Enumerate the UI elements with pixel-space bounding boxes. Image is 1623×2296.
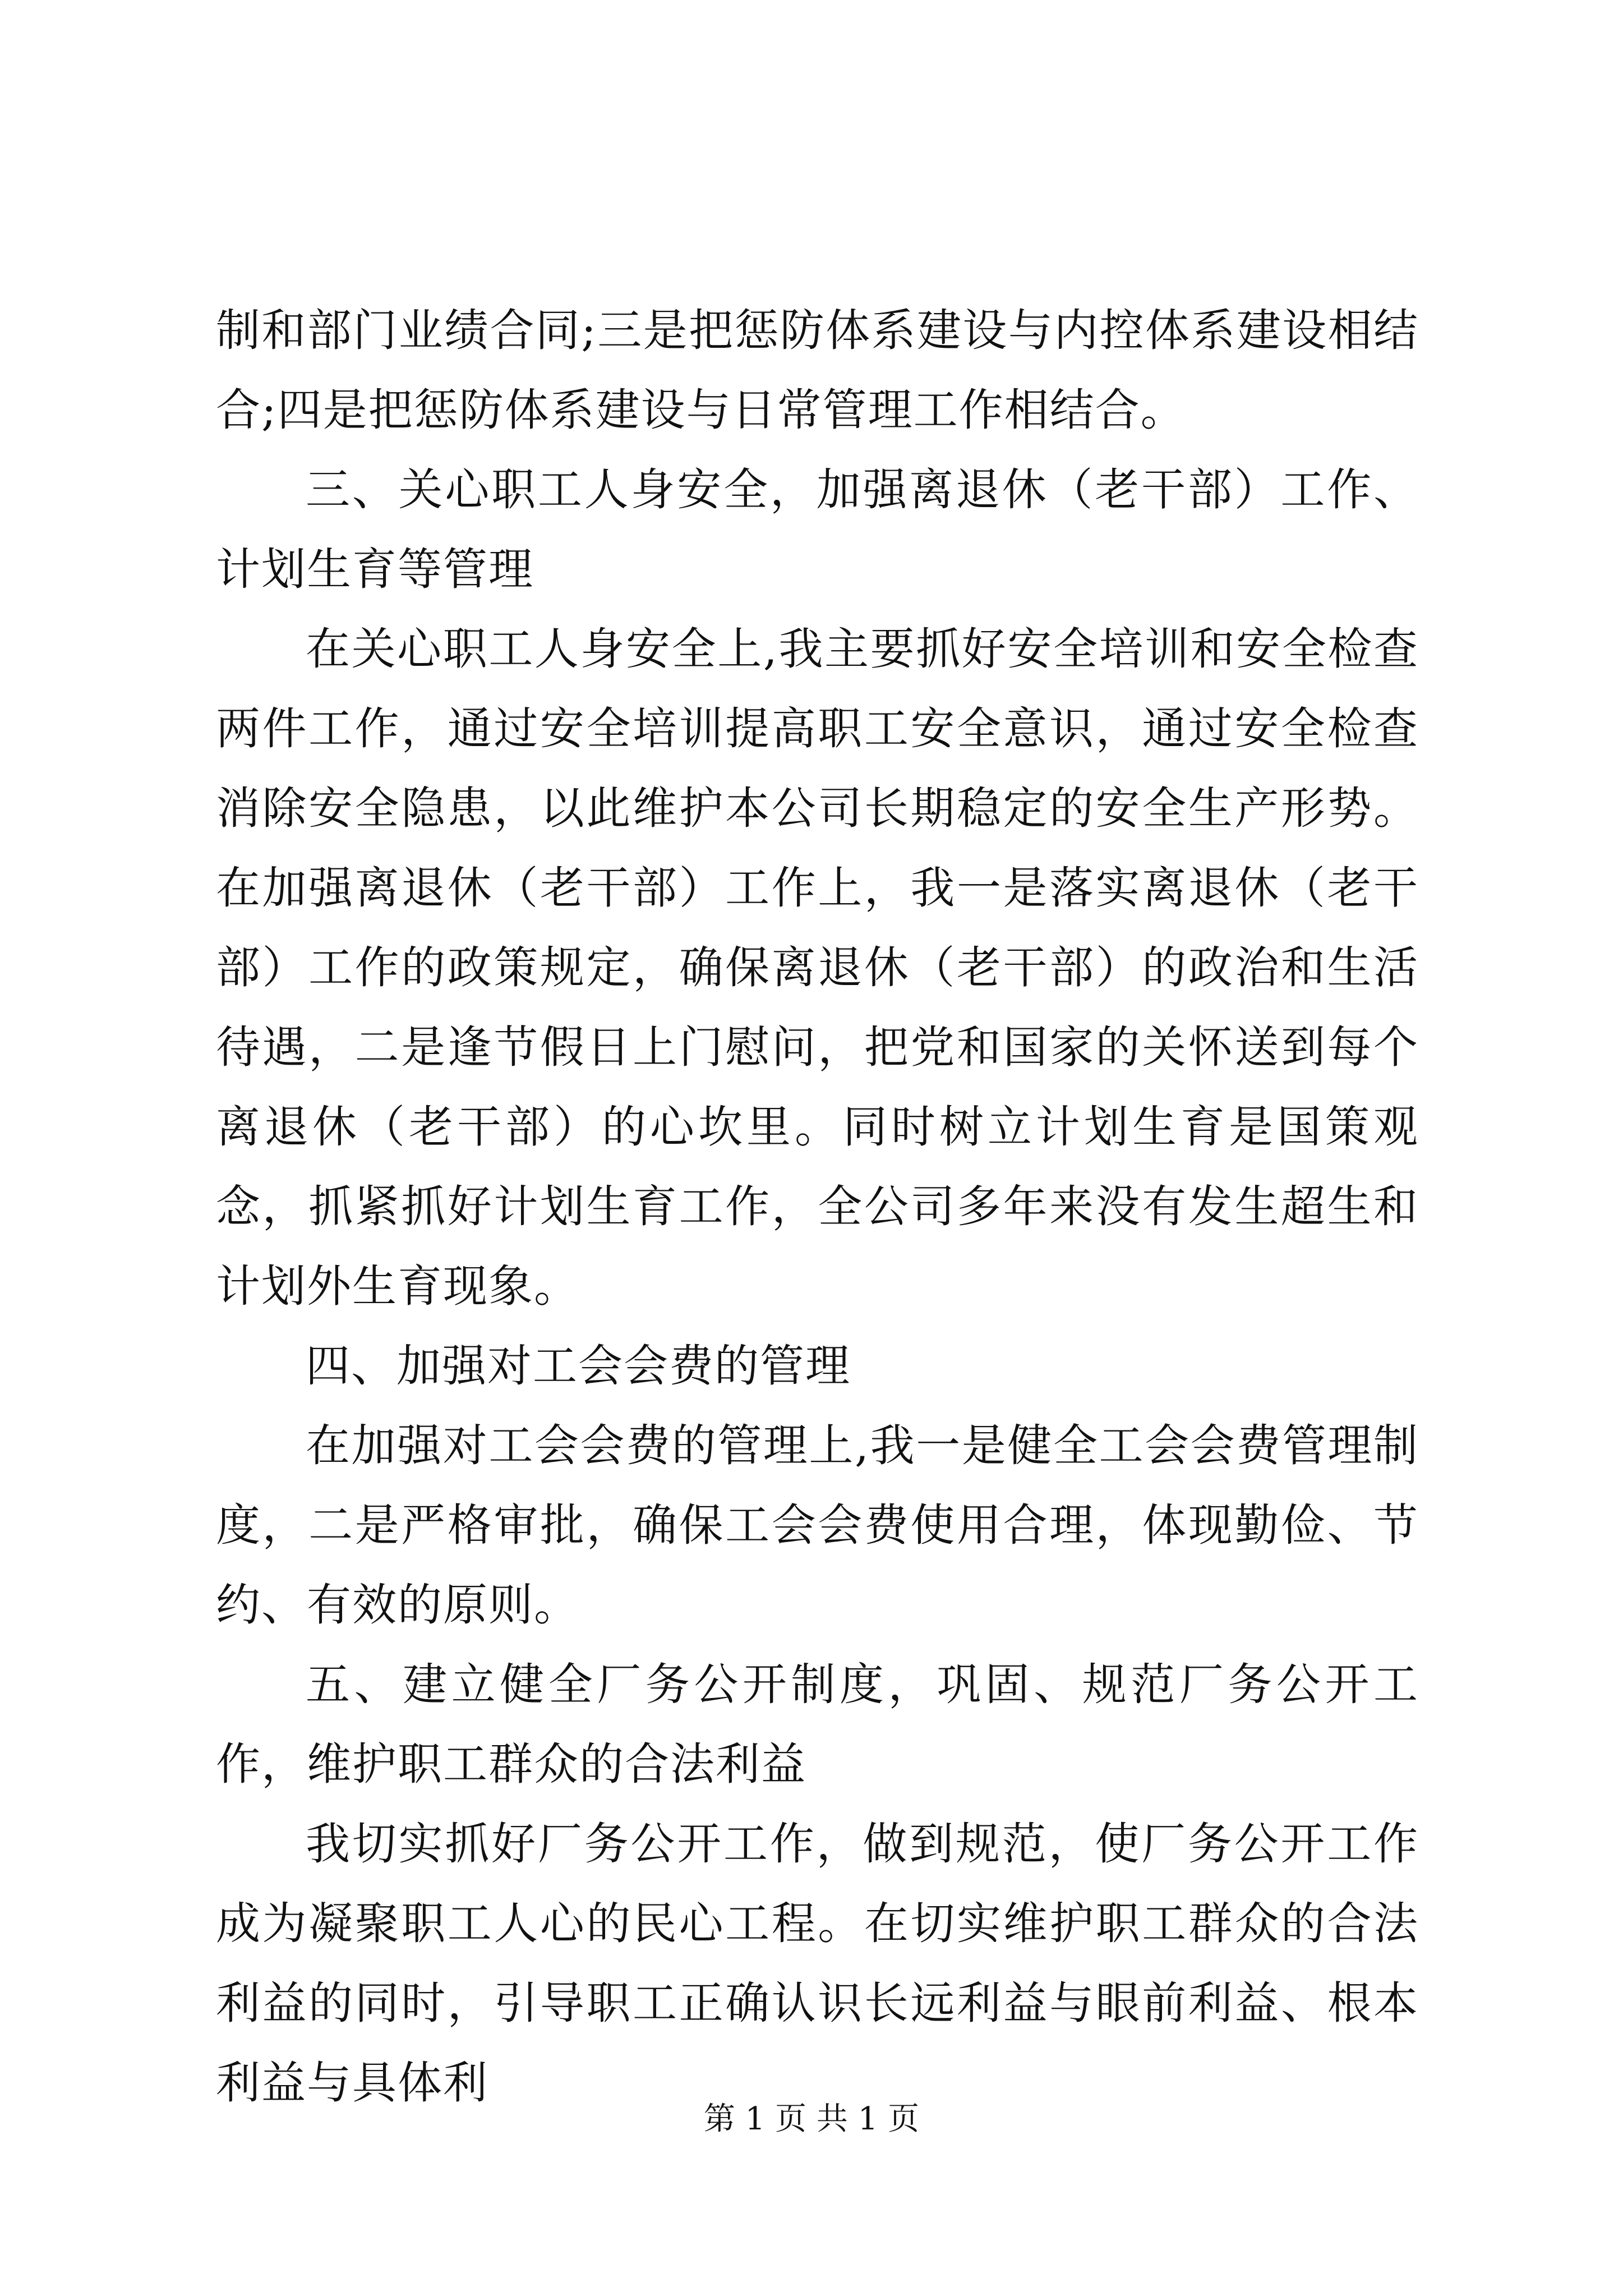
paragraph-continuation: 制和部门业绩合同;三是把惩防体系建设与内控体系建设相结合;四是把惩防体系建设与日常管理工作相结合。 <box>216 305 1419 436</box>
paragraph-union-fees: 在加强对工会会费的管理上,我一是健全工会会费管理制度，二是严格审批，确保工会会费使用合理，体现勤俭、节约、有效的原则。 <box>216 1420 1419 1631</box>
paragraph-factory-affairs: 我切实抓好厂务公开工作，做到规范，使厂务公开工作成为凝聚职工人心的民心工程。在切实维护职工群众的合法利益的同时，引导职工正确认识长远利益与眼前利益、根本利益与具体利 <box>216 1818 1419 2109</box>
page-footer: 第 1 页 共 1 页 <box>703 2101 920 2137</box>
section-heading-4: 四、加强对工会会费的管理 <box>306 1340 851 1392</box>
document-body <box>216 291 1419 2123</box>
paragraph-safety: 在关心职工人身安全上,我主要抓好安全培训和安全检查两件工作，通过安全培训提高职工安全意识，通过安全检查消除安全隐患，以此维护本公司长期稳定的安全生产形势。在加强离退休（老干部）工作上，我一是落实离退休（老干部）工作的政策规定，确保离退休（老干部）的政治和生活待遇，二是逢节假日上门慰问，把党和国家的关怀送到每个离退休（老干部）的心坎里。同时树立计划生育是国策观念，抓紧抓好计划生育工作，全公司多年来没有发生超生和计划外生育现象。 <box>216 623 1419 1312</box>
section-heading-3: 三、关心职工人身安全，加强离退休（老干部）工作、计划生育等管理 <box>216 464 1419 595</box>
section-heading-5: 五、建立健全厂务公开制度，巩固、规范厂务公开工作，维护职工群众的合法利益 <box>216 1659 1419 1790</box>
